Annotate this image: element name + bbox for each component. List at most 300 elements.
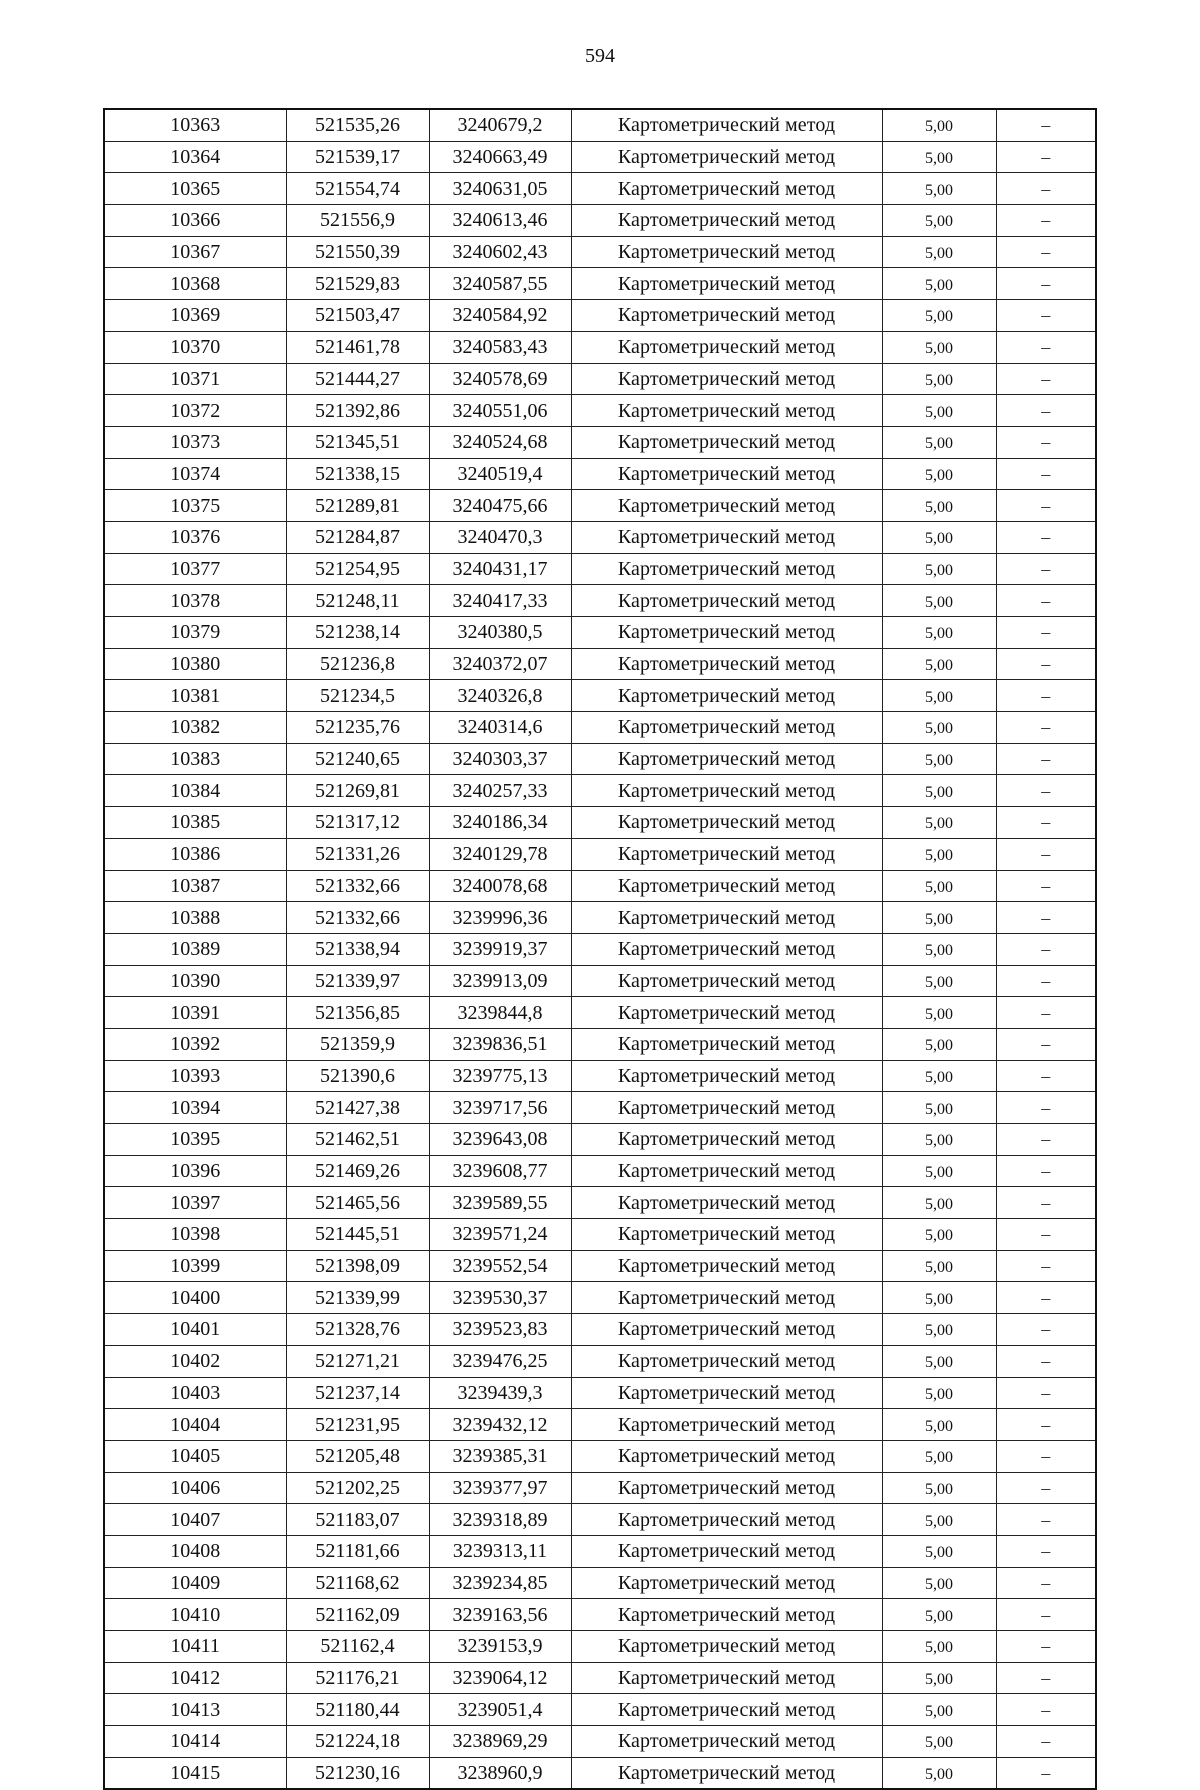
method-cell: Картометрический метод [571, 490, 882, 522]
note-cell: – [996, 902, 1096, 934]
x-coordinate-cell: 521238,14 [286, 617, 429, 649]
point-number-cell: 10371 [104, 363, 286, 395]
y-coordinate-cell: 3239589,55 [429, 1187, 571, 1219]
accuracy-cell: 5,00 [882, 1472, 996, 1504]
method-cell: Картометрический метод [571, 965, 882, 997]
point-number-cell: 10400 [104, 1282, 286, 1314]
table-row [104, 1219, 1096, 1251]
accuracy-cell: 5,00 [882, 1187, 996, 1219]
x-coordinate-cell: 521529,83 [286, 268, 429, 300]
point-number-cell: 10374 [104, 458, 286, 490]
y-coordinate-cell: 3240314,6 [429, 712, 571, 744]
note-cell: – [996, 458, 1096, 490]
method-cell: Картометрический метод [571, 173, 882, 205]
note-cell: – [996, 965, 1096, 997]
x-coordinate-cell: 521202,25 [286, 1472, 429, 1504]
point-number-cell: 10368 [104, 268, 286, 300]
x-coordinate-cell: 521462,51 [286, 1124, 429, 1156]
point-number-cell: 10395 [104, 1124, 286, 1156]
accuracy-cell: 5,00 [882, 617, 996, 649]
accuracy-cell: 5,00 [882, 997, 996, 1029]
point-number-cell: 10366 [104, 205, 286, 237]
y-coordinate-cell: 3239313,11 [429, 1535, 571, 1567]
point-number-cell: 10375 [104, 490, 286, 522]
y-coordinate-cell: 3239385,31 [429, 1440, 571, 1472]
y-coordinate-cell: 3240578,69 [429, 363, 571, 395]
table-row [104, 395, 1096, 427]
note-cell: – [996, 1662, 1096, 1694]
note-cell: – [996, 1440, 1096, 1472]
y-coordinate-cell: 3240679,2 [429, 109, 571, 141]
accuracy-cell: 5,00 [882, 1314, 996, 1346]
table-row [104, 1567, 1096, 1599]
accuracy-cell: 5,00 [882, 965, 996, 997]
method-cell: Картометрический метод [571, 1472, 882, 1504]
accuracy-cell: 5,00 [882, 1599, 996, 1631]
table-row [104, 617, 1096, 649]
y-coordinate-cell: 3240303,37 [429, 743, 571, 775]
y-coordinate-cell: 3240519,4 [429, 458, 571, 490]
table-row [104, 1187, 1096, 1219]
x-coordinate-cell: 521271,21 [286, 1345, 429, 1377]
x-coordinate-cell: 521331,26 [286, 838, 429, 870]
y-coordinate-cell: 3239717,56 [429, 1092, 571, 1124]
x-coordinate-cell: 521392,86 [286, 395, 429, 427]
method-cell: Картометрический метод [571, 426, 882, 458]
accuracy-cell: 5,00 [882, 109, 996, 141]
x-coordinate-cell: 521254,95 [286, 553, 429, 585]
note-cell: – [996, 1377, 1096, 1409]
y-coordinate-cell: 3238960,9 [429, 1757, 571, 1789]
note-cell: – [996, 1028, 1096, 1060]
note-cell: – [996, 1282, 1096, 1314]
note-cell: – [996, 1060, 1096, 1092]
note-cell: – [996, 331, 1096, 363]
accuracy-cell: 5,00 [882, 1726, 996, 1758]
method-cell: Картометрический метод [571, 585, 882, 617]
table-row [104, 1377, 1096, 1409]
y-coordinate-cell: 3239608,77 [429, 1155, 571, 1187]
method-cell: Картометрический метод [571, 236, 882, 268]
method-cell: Картометрический метод [571, 1345, 882, 1377]
point-number-cell: 10402 [104, 1345, 286, 1377]
accuracy-cell: 5,00 [882, 363, 996, 395]
method-cell: Картометрический метод [571, 1124, 882, 1156]
point-number-cell: 10389 [104, 933, 286, 965]
note-cell: – [996, 1504, 1096, 1536]
point-number-cell: 10372 [104, 395, 286, 427]
point-number-cell: 10391 [104, 997, 286, 1029]
method-cell: Картометрический метод [571, 680, 882, 712]
coordinates-table [103, 108, 1097, 1790]
point-number-cell: 10369 [104, 300, 286, 332]
x-coordinate-cell: 521230,16 [286, 1757, 429, 1789]
point-number-cell: 10384 [104, 775, 286, 807]
point-number-cell: 10396 [104, 1155, 286, 1187]
y-coordinate-cell: 3240631,05 [429, 173, 571, 205]
table-row [104, 1409, 1096, 1441]
accuracy-cell: 5,00 [882, 775, 996, 807]
x-coordinate-cell: 521240,65 [286, 743, 429, 775]
accuracy-cell: 5,00 [882, 680, 996, 712]
y-coordinate-cell: 3240663,49 [429, 141, 571, 173]
method-cell: Картометрический метод [571, 268, 882, 300]
x-coordinate-cell: 521445,51 [286, 1219, 429, 1251]
table-row [104, 331, 1096, 363]
accuracy-cell: 5,00 [882, 1409, 996, 1441]
accuracy-cell: 5,00 [882, 1345, 996, 1377]
note-cell: – [996, 775, 1096, 807]
table-row [104, 1440, 1096, 1472]
table-row [104, 109, 1096, 141]
method-cell: Картометрический метод [571, 205, 882, 237]
note-cell: – [996, 997, 1096, 1029]
point-number-cell: 10411 [104, 1631, 286, 1663]
note-cell: – [996, 1092, 1096, 1124]
accuracy-cell: 5,00 [882, 933, 996, 965]
y-coordinate-cell: 3240551,06 [429, 395, 571, 427]
note-cell: – [996, 1219, 1096, 1251]
table-row [104, 458, 1096, 490]
note-cell: – [996, 1535, 1096, 1567]
table-row [104, 1662, 1096, 1694]
accuracy-cell: 5,00 [882, 1694, 996, 1726]
x-coordinate-cell: 521469,26 [286, 1155, 429, 1187]
x-coordinate-cell: 521162,09 [286, 1599, 429, 1631]
y-coordinate-cell: 3240186,34 [429, 807, 571, 839]
x-coordinate-cell: 521356,85 [286, 997, 429, 1029]
x-coordinate-cell: 521339,97 [286, 965, 429, 997]
x-coordinate-cell: 521224,18 [286, 1726, 429, 1758]
y-coordinate-cell: 3239163,56 [429, 1599, 571, 1631]
table-row [104, 521, 1096, 553]
point-number-cell: 10377 [104, 553, 286, 585]
table-row [104, 585, 1096, 617]
note-cell: – [996, 1694, 1096, 1726]
accuracy-cell: 5,00 [882, 807, 996, 839]
note-cell: – [996, 807, 1096, 839]
table-row [104, 205, 1096, 237]
x-coordinate-cell: 521328,76 [286, 1314, 429, 1346]
note-cell: – [996, 1250, 1096, 1282]
method-cell: Картометрический метод [571, 1440, 882, 1472]
method-cell: Картометрический метод [571, 933, 882, 965]
method-cell: Картометрический метод [571, 1535, 882, 1567]
note-cell: – [996, 1599, 1096, 1631]
method-cell: Картометрический метод [571, 712, 882, 744]
y-coordinate-cell: 3240470,3 [429, 521, 571, 553]
note-cell: – [996, 205, 1096, 237]
method-cell: Картометрический метод [571, 1187, 882, 1219]
accuracy-cell: 5,00 [882, 1250, 996, 1282]
point-number-cell: 10365 [104, 173, 286, 205]
point-number-cell: 10364 [104, 141, 286, 173]
method-cell: Картометрический метод [571, 648, 882, 680]
table-row [104, 1694, 1096, 1726]
method-cell: Картометрический метод [571, 1504, 882, 1536]
method-cell: Картометрический метод [571, 395, 882, 427]
point-number-cell: 10407 [104, 1504, 286, 1536]
point-number-cell: 10390 [104, 965, 286, 997]
y-coordinate-cell: 3240257,33 [429, 775, 571, 807]
accuracy-cell: 5,00 [882, 141, 996, 173]
accuracy-cell: 5,00 [882, 870, 996, 902]
x-coordinate-cell: 521554,74 [286, 173, 429, 205]
x-coordinate-cell: 521183,07 [286, 1504, 429, 1536]
x-coordinate-cell: 521359,9 [286, 1028, 429, 1060]
method-cell: Картометрический метод [571, 300, 882, 332]
note-cell: – [996, 300, 1096, 332]
method-cell: Картометрический метод [571, 743, 882, 775]
y-coordinate-cell: 3240613,46 [429, 205, 571, 237]
table-row [104, 680, 1096, 712]
table-row [104, 1726, 1096, 1758]
accuracy-cell: 5,00 [882, 553, 996, 585]
table-row [104, 997, 1096, 1029]
x-coordinate-cell: 521503,47 [286, 300, 429, 332]
note-cell: – [996, 236, 1096, 268]
method-cell: Картометрический метод [571, 1631, 882, 1663]
x-coordinate-cell: 521332,66 [286, 870, 429, 902]
table-row [104, 1504, 1096, 1536]
note-cell: – [996, 1757, 1096, 1789]
accuracy-cell: 5,00 [882, 838, 996, 870]
point-number-cell: 10387 [104, 870, 286, 902]
x-coordinate-cell: 521248,11 [286, 585, 429, 617]
method-cell: Картометрический метод [571, 1662, 882, 1694]
method-cell: Картометрический метод [571, 1726, 882, 1758]
table-row [104, 1345, 1096, 1377]
table-row [104, 1155, 1096, 1187]
table-row [104, 807, 1096, 839]
x-coordinate-cell: 521338,15 [286, 458, 429, 490]
point-number-cell: 10410 [104, 1599, 286, 1631]
note-cell: – [996, 363, 1096, 395]
method-cell: Картометрический метод [571, 617, 882, 649]
table-row [104, 300, 1096, 332]
point-number-cell: 10367 [104, 236, 286, 268]
method-cell: Картометрический метод [571, 1377, 882, 1409]
x-coordinate-cell: 521176,21 [286, 1662, 429, 1694]
y-coordinate-cell: 3240524,68 [429, 426, 571, 458]
table-row [104, 1314, 1096, 1346]
point-number-cell: 10382 [104, 712, 286, 744]
y-coordinate-cell: 3239439,3 [429, 1377, 571, 1409]
y-coordinate-cell: 3239523,83 [429, 1314, 571, 1346]
table-row [104, 902, 1096, 934]
y-coordinate-cell: 3239996,36 [429, 902, 571, 934]
point-number-cell: 10414 [104, 1726, 286, 1758]
y-coordinate-cell: 3240129,78 [429, 838, 571, 870]
accuracy-cell: 5,00 [882, 236, 996, 268]
table-row [104, 1472, 1096, 1504]
point-number-cell: 10393 [104, 1060, 286, 1092]
note-cell: – [996, 1314, 1096, 1346]
table-row [104, 1599, 1096, 1631]
accuracy-cell: 5,00 [882, 902, 996, 934]
point-number-cell: 10398 [104, 1219, 286, 1251]
x-coordinate-cell: 521345,51 [286, 426, 429, 458]
table-row [104, 712, 1096, 744]
method-cell: Картометрический метод [571, 1314, 882, 1346]
accuracy-cell: 5,00 [882, 395, 996, 427]
y-coordinate-cell: 3239643,08 [429, 1124, 571, 1156]
y-coordinate-cell: 3239234,85 [429, 1567, 571, 1599]
method-cell: Картометрический метод [571, 1060, 882, 1092]
point-number-cell: 10392 [104, 1028, 286, 1060]
x-coordinate-cell: 521236,8 [286, 648, 429, 680]
point-number-cell: 10376 [104, 521, 286, 553]
table-row [104, 965, 1096, 997]
note-cell: – [996, 1345, 1096, 1377]
x-coordinate-cell: 521237,14 [286, 1377, 429, 1409]
table-row [104, 775, 1096, 807]
table-row [104, 173, 1096, 205]
note-cell: – [996, 173, 1096, 205]
y-coordinate-cell: 3240584,92 [429, 300, 571, 332]
y-coordinate-cell: 3240431,17 [429, 553, 571, 585]
y-coordinate-cell: 3240583,43 [429, 331, 571, 363]
table-row [104, 141, 1096, 173]
y-coordinate-cell: 3240587,55 [429, 268, 571, 300]
y-coordinate-cell: 3240326,8 [429, 680, 571, 712]
y-coordinate-cell: 3239377,97 [429, 1472, 571, 1504]
y-coordinate-cell: 3239051,4 [429, 1694, 571, 1726]
note-cell: – [996, 1187, 1096, 1219]
method-cell: Картометрический метод [571, 1694, 882, 1726]
table-row [104, 1060, 1096, 1092]
table-row [104, 553, 1096, 585]
table-row [104, 1092, 1096, 1124]
x-coordinate-cell: 521339,99 [286, 1282, 429, 1314]
note-cell: – [996, 838, 1096, 870]
y-coordinate-cell: 3239064,12 [429, 1662, 571, 1694]
note-cell: – [996, 617, 1096, 649]
x-coordinate-cell: 521168,62 [286, 1567, 429, 1599]
point-number-cell: 10386 [104, 838, 286, 870]
accuracy-cell: 5,00 [882, 585, 996, 617]
table-row [104, 426, 1096, 458]
method-cell: Картометрический метод [571, 997, 882, 1029]
accuracy-cell: 5,00 [882, 1219, 996, 1251]
point-number-cell: 10381 [104, 680, 286, 712]
point-number-cell: 10373 [104, 426, 286, 458]
y-coordinate-cell: 3239913,09 [429, 965, 571, 997]
note-cell: – [996, 1155, 1096, 1187]
y-coordinate-cell: 3238969,29 [429, 1726, 571, 1758]
accuracy-cell: 5,00 [882, 173, 996, 205]
point-number-cell: 10378 [104, 585, 286, 617]
x-coordinate-cell: 521235,76 [286, 712, 429, 744]
table-row [104, 1124, 1096, 1156]
accuracy-cell: 5,00 [882, 1155, 996, 1187]
note-cell: – [996, 585, 1096, 617]
point-number-cell: 10399 [104, 1250, 286, 1282]
accuracy-cell: 5,00 [882, 1757, 996, 1789]
y-coordinate-cell: 3239919,37 [429, 933, 571, 965]
point-number-cell: 10403 [104, 1377, 286, 1409]
table-row [104, 236, 1096, 268]
accuracy-cell: 5,00 [882, 1377, 996, 1409]
note-cell: – [996, 553, 1096, 585]
table-row [104, 648, 1096, 680]
method-cell: Картометрический метод [571, 775, 882, 807]
x-coordinate-cell: 521535,26 [286, 109, 429, 141]
x-coordinate-cell: 521231,95 [286, 1409, 429, 1441]
note-cell: – [996, 521, 1096, 553]
accuracy-cell: 5,00 [882, 300, 996, 332]
x-coordinate-cell: 521465,56 [286, 1187, 429, 1219]
coordinates-table-body [104, 109, 1096, 1789]
y-coordinate-cell: 3239844,8 [429, 997, 571, 1029]
x-coordinate-cell: 521556,9 [286, 205, 429, 237]
table-row [104, 1028, 1096, 1060]
method-cell: Картометрический метод [571, 1757, 882, 1789]
y-coordinate-cell: 3240475,66 [429, 490, 571, 522]
point-number-cell: 10388 [104, 902, 286, 934]
y-coordinate-cell: 3239775,13 [429, 1060, 571, 1092]
x-coordinate-cell: 521317,12 [286, 807, 429, 839]
x-coordinate-cell: 521550,39 [286, 236, 429, 268]
note-cell: – [996, 1631, 1096, 1663]
point-number-cell: 10370 [104, 331, 286, 363]
x-coordinate-cell: 521180,44 [286, 1694, 429, 1726]
accuracy-cell: 5,00 [882, 1092, 996, 1124]
accuracy-cell: 5,00 [882, 743, 996, 775]
method-cell: Картометрический метод [571, 1599, 882, 1631]
method-cell: Картометрический метод [571, 807, 882, 839]
table-row [104, 1250, 1096, 1282]
accuracy-cell: 5,00 [882, 1631, 996, 1663]
page-number: 594 [585, 45, 615, 67]
x-coordinate-cell: 521539,17 [286, 141, 429, 173]
method-cell: Картометрический метод [571, 1155, 882, 1187]
table-row [104, 933, 1096, 965]
point-number-cell: 10394 [104, 1092, 286, 1124]
note-cell: – [996, 109, 1096, 141]
y-coordinate-cell: 3239571,24 [429, 1219, 571, 1251]
table-row [104, 268, 1096, 300]
method-cell: Картометрический метод [571, 1028, 882, 1060]
accuracy-cell: 5,00 [882, 331, 996, 363]
accuracy-cell: 5,00 [882, 1567, 996, 1599]
table-row [104, 1757, 1096, 1789]
x-coordinate-cell: 521289,81 [286, 490, 429, 522]
method-cell: Картометрический метод [571, 331, 882, 363]
x-coordinate-cell: 521234,5 [286, 680, 429, 712]
note-cell: – [996, 743, 1096, 775]
y-coordinate-cell: 3239432,12 [429, 1409, 571, 1441]
table-row [104, 363, 1096, 395]
accuracy-cell: 5,00 [882, 521, 996, 553]
x-coordinate-cell: 521461,78 [286, 331, 429, 363]
table-row [104, 490, 1096, 522]
method-cell: Картометрический метод [571, 902, 882, 934]
point-number-cell: 10379 [104, 617, 286, 649]
accuracy-cell: 5,00 [882, 458, 996, 490]
y-coordinate-cell: 3240380,5 [429, 617, 571, 649]
note-cell: – [996, 395, 1096, 427]
x-coordinate-cell: 521338,94 [286, 933, 429, 965]
point-number-cell: 10412 [104, 1662, 286, 1694]
note-cell: – [996, 680, 1096, 712]
table-row [104, 1535, 1096, 1567]
method-cell: Картометрический метод [571, 1409, 882, 1441]
accuracy-cell: 5,00 [882, 1440, 996, 1472]
y-coordinate-cell: 3240417,33 [429, 585, 571, 617]
method-cell: Картометрический метод [571, 109, 882, 141]
accuracy-cell: 5,00 [882, 1028, 996, 1060]
